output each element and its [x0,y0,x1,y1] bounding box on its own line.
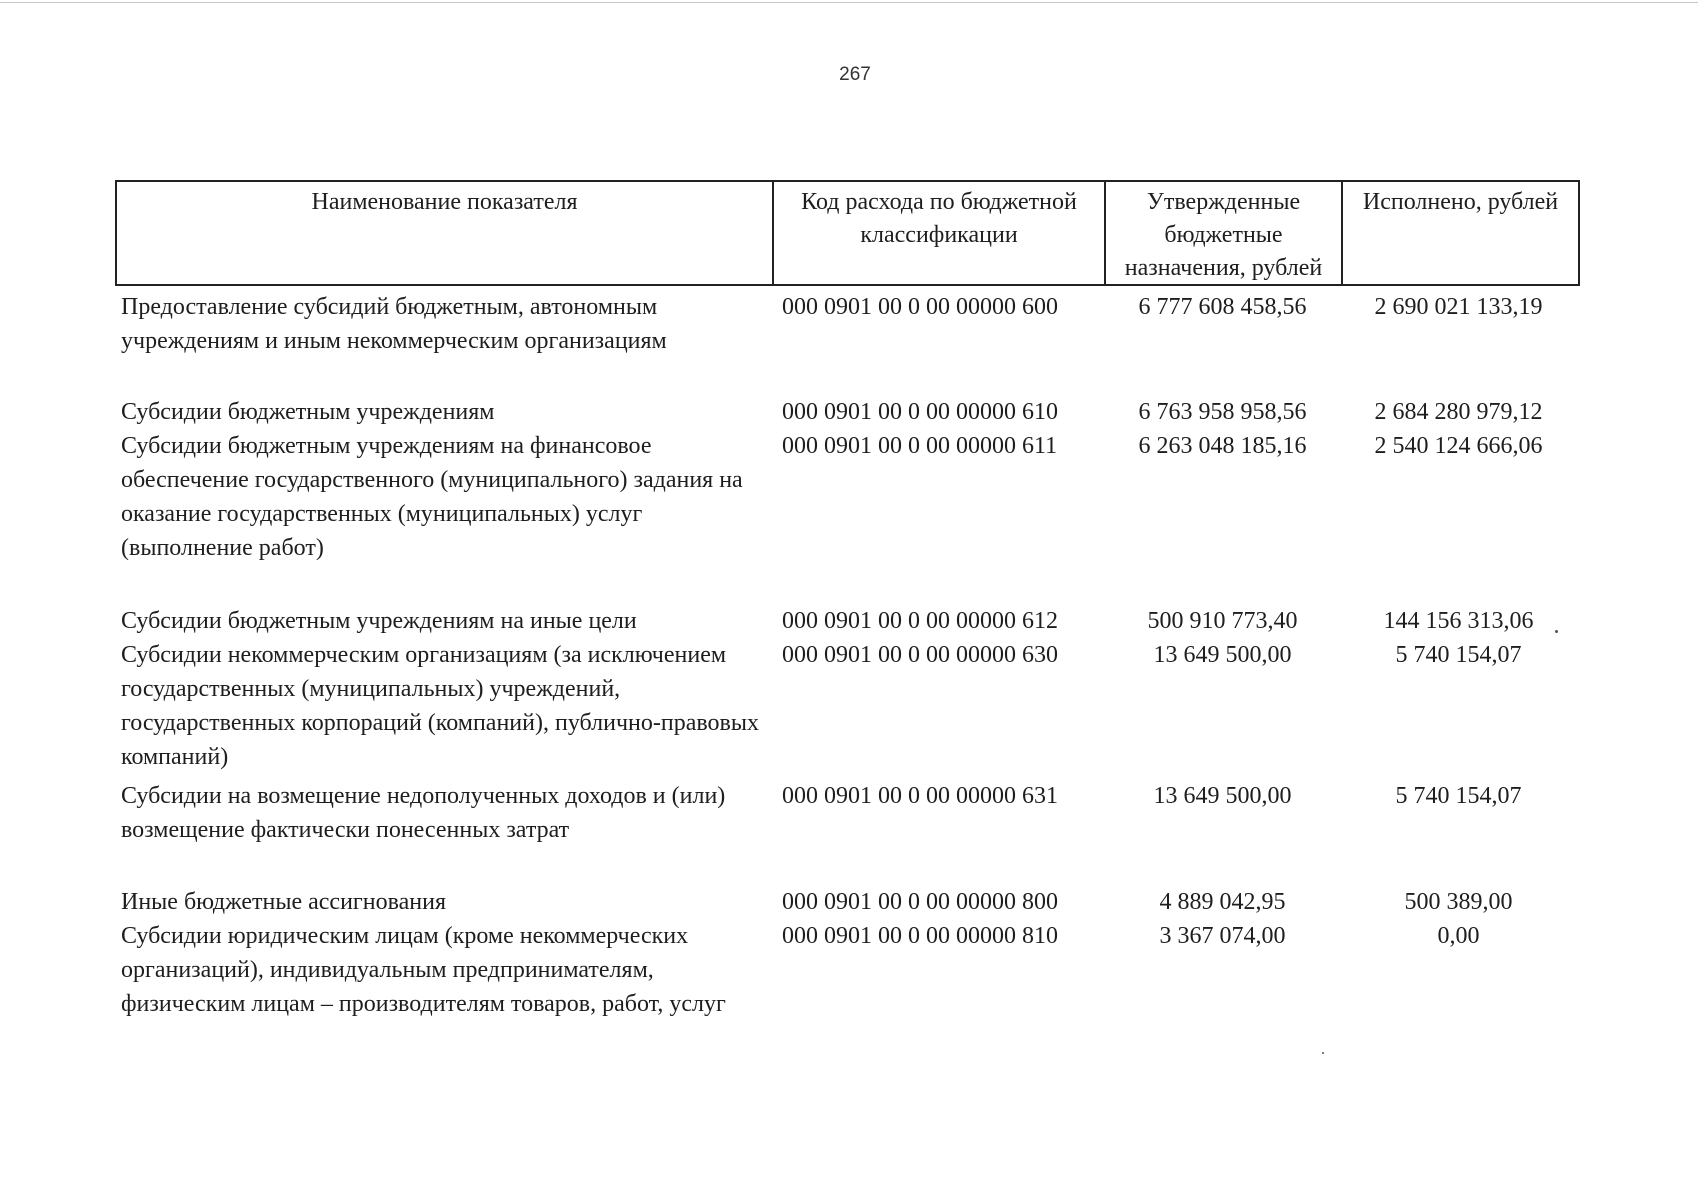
row-approved: 500 910 773,40 [1147,608,1298,634]
scan-edge-line [0,2,1698,3]
table-row [115,638,1580,779]
row-code: 000 0901 00 0 00 00000 800 [782,889,1058,915]
header-executed: Исполнено, рублей [1362,189,1559,215]
row-approved: 4 889 042,95 [1159,889,1286,915]
table-row [115,604,1580,638]
row-executed: 2 690 021 133,19 [1374,294,1543,320]
row-executed: 5 740 154,07 [1395,642,1522,668]
row-executed: 2 540 124 666,06 [1374,433,1543,459]
row-code: 000 0901 00 0 00 00000 631 [782,783,1058,809]
row-executed: 2 684 280 979,12 [1374,399,1543,425]
row-approved: 3 367 074,00 [1159,923,1286,949]
row-name: Субсидии бюджетным учреждениям на финансовое обеспечение государственного (муниципального) задания на оказание государственных (муниципальных) услуг (выполнение работ) [121,433,743,561]
row-name: Предоставление субсидий бюджетным, автономным учреждениям и иным некоммерческим организациям [121,294,667,354]
row-approved: 6 263 048 185,16 [1138,433,1307,459]
row-approved: 13 649 500,00 [1153,642,1292,668]
row-code: 000 0901 00 0 00 00000 630 [782,642,1058,668]
table-row [115,885,1580,919]
row-executed: 0,00 [1437,923,1480,949]
row-executed: 500 389,00 [1404,889,1513,915]
table-row [115,779,1580,885]
row-code: 000 0901 00 0 00 00000 611 [782,433,1058,459]
row-name: Субсидии некоммерческим организациям (за исключением государственных (муниципальных) учреждений, государственных корпораций (компаний), публично-правовых компаний) [121,642,759,770]
row-code: 000 0901 00 0 00 00000 612 [782,608,1058,634]
scan-speck [1322,1052,1324,1054]
row-name: Субсидии на возмещение недополученных доходов и (или) возмещение фактически понесенных затрат [121,783,726,843]
header-code: Код расхода по бюджетной классификации [774,182,1106,284]
row-code: 000 0901 00 0 00 00000 810 [782,923,1058,949]
budget-table [115,180,1580,1055]
row-executed: 5 740 154,07 [1395,783,1522,809]
table-row [115,919,1580,1055]
table-row [115,429,1580,604]
row-code: 000 0901 00 0 00 00000 600 [782,294,1058,320]
row-executed: 144 156 313,06 [1383,608,1534,634]
row-approved: 6 763 958 958,56 [1138,399,1307,425]
row-name: Субсидии бюджетным учреждениям на иные цели [121,608,637,634]
header-name: Наименование показателя [117,182,774,284]
row-name: Субсидии юридическим лицам (кроме некоммерческих организаций), индивидуальным предпринимателям, физическим лицам – производителям товаров, работ, услуг [121,923,726,1017]
scan-speck [1555,630,1558,633]
table-row [115,290,1580,395]
row-approved: 13 649 500,00 [1153,783,1292,809]
row-name: Иные бюджетные ассигнования [121,889,446,915]
row-name: Субсидии бюджетным учреждениям [121,399,495,425]
page-number: 267 [839,64,871,85]
table-row [115,395,1580,429]
table-header [115,180,1580,286]
row-code: 000 0901 00 0 00 00000 610 [782,399,1058,425]
row-approved: 6 777 608 458,56 [1138,294,1307,320]
header-approved: Утвержденные бюджетные назначения, рублей [1106,182,1343,284]
